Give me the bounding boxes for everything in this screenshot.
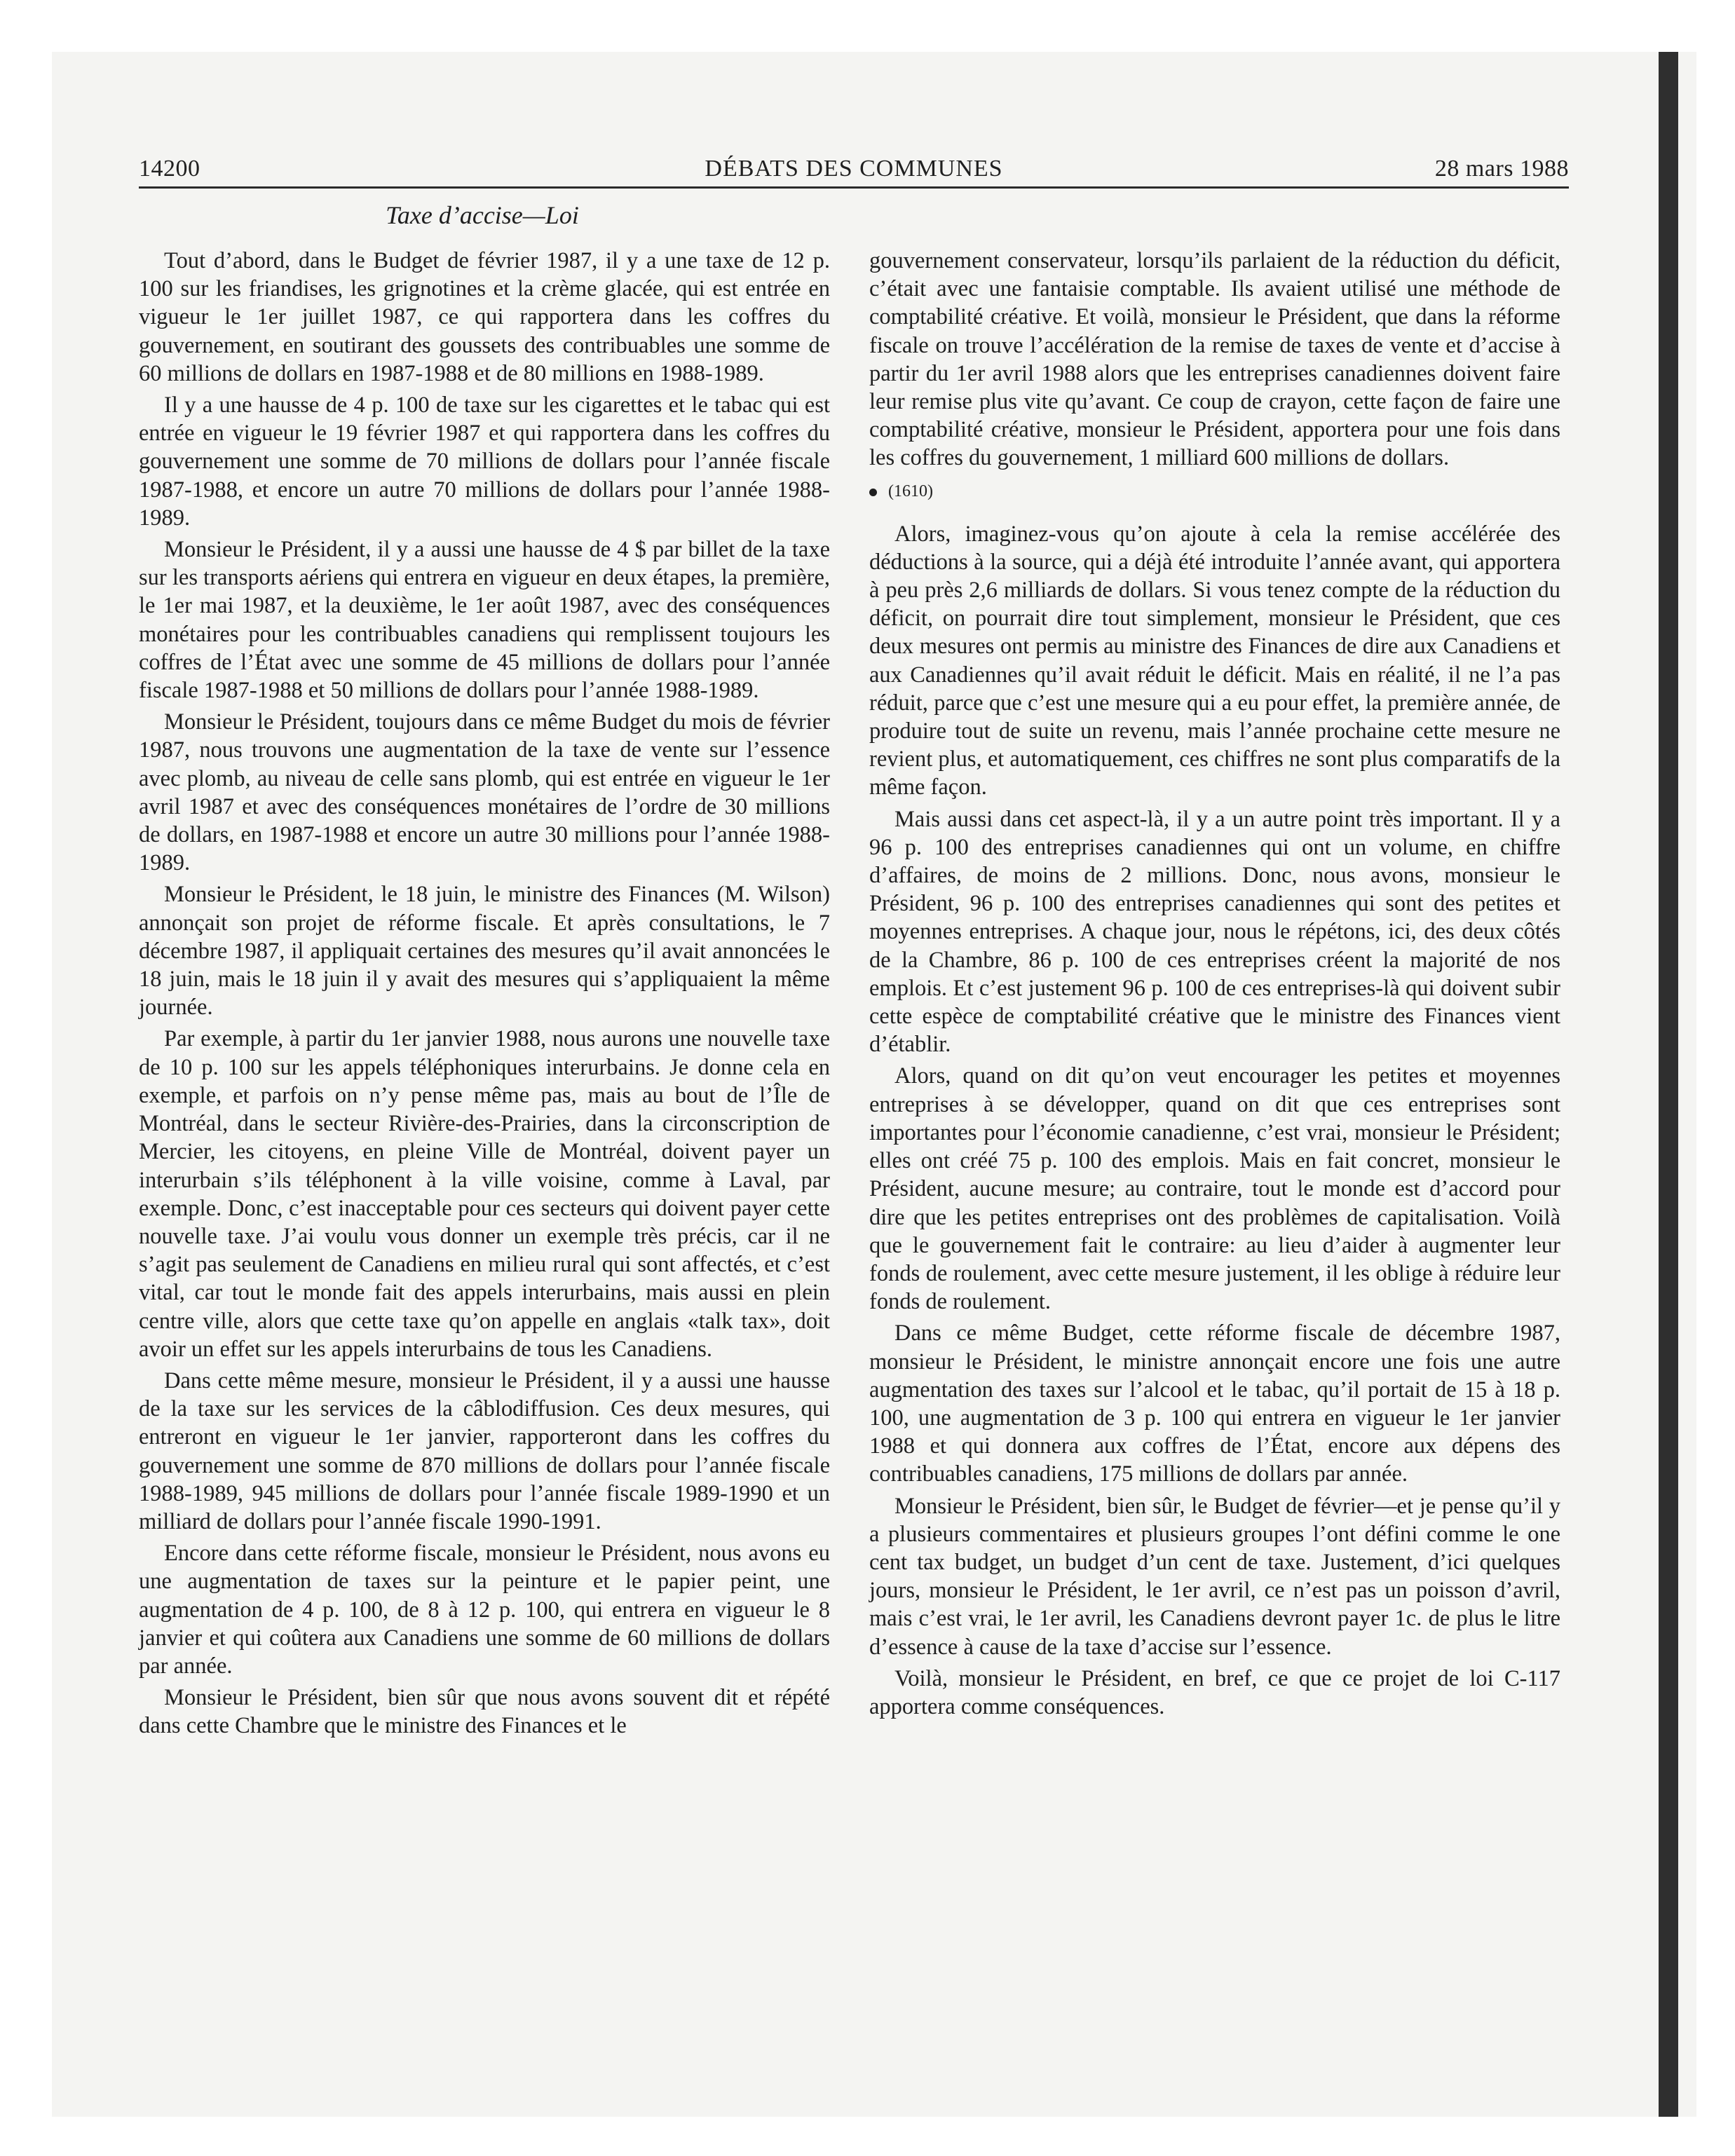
paragraph: Alors, imaginez-vous qu’on ajoute à cela la remise accélérée des déductions à la source, qui a déjà été introduite l’année avant, qui apportera à peu près 2,6 milliards de dollars. Si vous tenez compte de la réduction du déficit, on pourrait dire tout simplement, monsieur le Président, que ces deux mesures ont permis au ministre des Finances de dire aux Canadiens et aux Canadiennes qu’il avait réduit le déficit. Mais en réalité, il ne l’a pas réduit, parce que c’est une mesure qui a eu pour effet, la première année, de produire tout de suite un revenu, mais l’année prochaine cette mesure ne revient plus, et automatiquement, ces chiffres ne sont plus comparatifs de la même façon. xyxy=(869,521,1560,800)
paragraph: Dans cette même mesure, monsieur le Président, il y a aussi une hausse de la taxe sur les services de la câblodiffusion. Ces deux mesures, qui entreront en vigueur le 1er janvier, rapporteront dans les coffres du gouvernement une somme de 870 millions de dollars pour l’année fiscale 1988-1989, 945 millions de dollars pour l’année fiscale 1989-1990 et un milliard de dollars pour l’année fiscale 1990-1991. xyxy=(139,1367,830,1534)
paragraph: Monsieur le Président, toujours dans ce même Budget du mois de février 1987, nous trouvons une augmentation de la taxe de vente sur l’essence avec plomb, au niveau de celle sans plomb, qui est entrée en vigueur le 1er avril 1987 et avec des conséquences monétaires de l’ordre de 30 millions de dollars, en 1987-1988 et encore un autre 30 millions pour l’année 1988-1989. xyxy=(139,709,830,876)
paragraph: Alors, quand on dit qu’on veut encourager les petites et moyennes entreprises à se développer, quand on dit que ces entreprises sont importantes pour l’économie canadienne, c’est vrai, monsieur le Président; elles ont créé 75 p. 100 des emplois. Mais en fait concret, monsieur le Président, aucune mesure; au contraire, tout le monde est d’accord pour dire que les petites entreprises ont des problèmes de capitalisation. Voilà que le gouvernement fait le contraire: au lieu d’aider à augmenter leur fonds de roulement, avec cette mesure justement, il les oblige à réduire leur fonds de roulement. xyxy=(869,1063,1560,1315)
publication-title: DÉBATS DES COMMUNES xyxy=(705,156,1003,182)
paragraph: Monsieur le Président, bien sûr, le Budget de février—et je pense qu’il y a plusieurs commentaires et plusieurs groupes l’ont défini comme le one cent tax budget, un budget d’un cent de taxe. Justement, d’ici quelques jours, monsieur le Président, le 1er avril, ce n’est pas un poisson d’avril, mais c’est vrai, le 1er avril, les Canadiens devront payer 1c. de plus le litre d’essence à cause de la taxe d’accise sur l’essence. xyxy=(869,1493,1560,1660)
paragraph: Monsieur le Président, le 18 juin, le ministre des Finances (M. Wilson) annonçait son projet de réforme fiscale. Et après consultations, le 7 décembre 1987, il appliquait certaines des mesures qu’il avait annoncées le 18 juin, mais le 18 juin il y avait des mesures qui s’appliquaient la même journée. xyxy=(139,882,830,1021)
page-header xyxy=(139,156,1569,191)
paragraph: Mais aussi dans cet aspect-là, il y a un autre point très important. Il y a 96 p. 100 des entreprises canadiennes qui ont un volume, en chiffre d’affaires, de moins de 2 millions. Donc, nous avons, monsieur le Président, 96 p. 100 des entreprises canadiennes qui sont des petites et moyennes entreprises. A chaque jour, nous le répétons, ici, des deux côtés de la Chambre, 86 p. 100 de ces entreprises créent la majorité de nos emplois. Et c’est justement 96 p. 100 de ces entreprises-là qui doivent subir cette espèce de comptabilité créative que le ministre des Finances vient d’établir. xyxy=(869,806,1560,1058)
paragraph: Par exemple, à partir du 1er janvier 1988, nous aurons une nouvelle taxe de 10 p. 100 sur les appels téléphoniques interurbains. Je donne cela en exemple, et parfois on n’y pense même pas, mais au bout de l’Île de Montréal, dans le secteur Rivière-des-Prairies, dans la circonscription de Mercier, les citoyens, en pleine Ville de Montréal, doivent payer un interurbain s’ils téléphonent à la ville voisine, comme à Laval, par exemple. Donc, c’est inacceptable pour ces secteurs qui doivent payer cette nouvelle taxe. J’ai voulu vous donner un exemple très précis, car il ne s’agit pas seulement de Canadiens en milieu rural qui sont affectés, et c’est vital, car tout le monde fait des appels interurbains, mais aussi en plein centre ville, alors que cette taxe qu’on appelle en anglais «talk tax», doit avoir un effet sur les appels interurbains de tous les Canadiens. xyxy=(139,1026,830,1362)
paragraph: Dans ce même Budget, cette réforme fiscale de décembre 1987, monsieur le Président, le ministre annonçait encore une fois une autre augmentation des taxes sur l’alcool et le tabac, qu’il portait de 15 à 18 p. 100, une augmentation de 3 p. 100 qui entrera en vigueur le 1er janvier 1988 et qui donnera aux coffres de l’État, encore aux dépens des contribuables canadiens, 175 millions de dollars par année. xyxy=(869,1321,1560,1487)
header-rule xyxy=(139,186,1569,189)
scan-edge-bar xyxy=(1659,52,1678,2117)
paragraph: Encore dans cette réforme fiscale, monsieur le Président, nous avons eu une augmentation de taxes sur la peinture et le papier peint, une augmentation de 4 p. 100, de 8 à 12 p. 100, qui entrera en vigueur le 8 janvier et qui coûtera aux Canadiens une somme de 60 millions de dollars par année. xyxy=(139,1541,830,1679)
paragraph: Voilà, monsieur le Président, en bref, ce que ce projet de loi C-117 apportera comme conséquences. xyxy=(869,1665,1560,1719)
publication-date: 28 mars 1988 xyxy=(1434,156,1569,182)
page-number: 14200 xyxy=(139,156,200,182)
running-title: Taxe d’accise—Loi xyxy=(386,201,579,229)
paragraph: Monsieur le Président, bien sûr que nous avons souvent dit et répété dans cette Chambre que le ministre des Finances et le xyxy=(139,1685,830,1739)
paragraph: Tout d’abord, dans le Budget de février 1987, il y a une taxe de 12 p. 100 sur les friandises, les grignotines et la crème glacée, qui est entrée en vigueur le 1er juillet 1987, ce qui rapportera dans les coffres du gouvernement, en soutirant des goussets des contribuables une somme de 60 millions de dollars en 1987-1988 et de 80 millions en 1988-1989. xyxy=(139,248,830,386)
left-column xyxy=(139,247,830,1744)
paragraph: Monsieur le Président, il y a aussi une hausse de 4 $ par billet de la taxe sur les transports aériens qui entrera en vigueur en deux étapes, la première, le 1er mai 1987, et la deuxième, le 1er août 1987, avec des conséquences monétaires pour les contribuables canadiens qui remplissent toujours les coffres de l’État avec une somme de 45 millions de dollars pour l’année fiscale 1987-1988 et 50 millions de dollars pour l’année 1988-1989. xyxy=(139,537,830,704)
bullet-icon xyxy=(869,489,877,496)
paragraph-continuation: gouvernement conservateur, lorsqu’ils parlaient de la réduction du déficit, c’était avec une fantaisie comptable. Ils avaient utilisé une méthode de comptabilité créative. Et voilà, monsieur le Président, que dans la réforme fiscale on trouve l’accélération de la remise de taxes de vente et d’accise à partir du 1er avril 1988 alors que les entreprises canadiennes doivent faire leur remise plus vite qu’avant. Ce coup de crayon, cette façon de faire une comptabilité créative, monsieur le Président, apportera pour une fois dans les coffres du gouvernement, 1 milliard 600 millions de dollars. xyxy=(869,248,1560,471)
right-column xyxy=(869,247,1560,1724)
time-marker xyxy=(869,481,1560,502)
paragraph: Il y a une hausse de 4 p. 100 de taxe sur les cigarettes et le tabac qui est entrée en vigueur le 19 février 1987 et qui rapportera dans les coffres du gouvernement une somme de 70 millions de dollars pour l’année fiscale 1987-1988, et encore un autre 70 millions de dollars pour l’année 1988-1989. xyxy=(139,393,830,531)
time-marker-label: (1610) xyxy=(888,482,933,500)
